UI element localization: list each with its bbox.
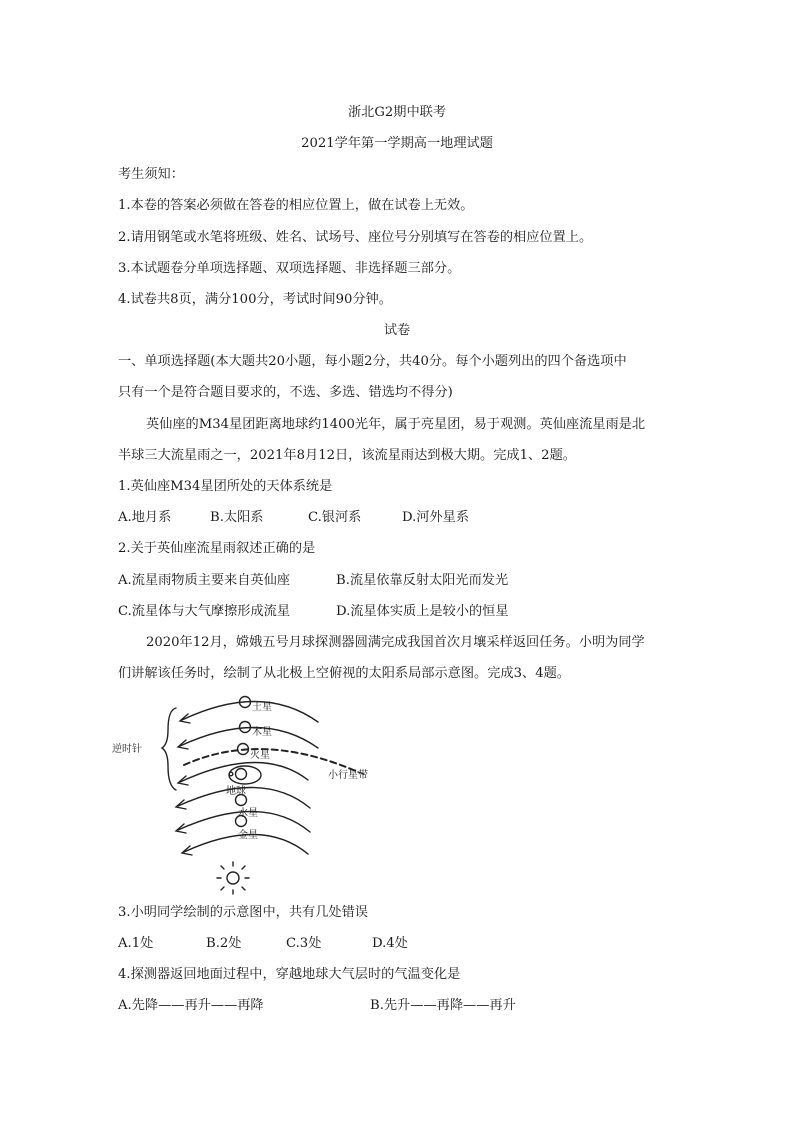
option-a: A.地月系 xyxy=(118,510,172,525)
option-a: A.流星雨物质主要来自英仙座 xyxy=(118,573,290,588)
label-mars: 火星 xyxy=(250,750,270,761)
passage-text: 半球三大流星雨之一，2021年8月12日，该流星雨达到极大期。完成1、2题。 xyxy=(118,448,576,463)
option-b: B.先升——再降——再升 xyxy=(370,998,516,1013)
notice-item: 1.本卷的答案必须做在答卷的相应位置上，做在试卷上无效。 xyxy=(118,198,474,213)
notice-heading: 考生须知： xyxy=(118,167,184,182)
label-jupiter: 木星 xyxy=(252,727,272,738)
label-saturn: 土星 xyxy=(252,702,272,713)
section-heading: 一、单项选择题(本大题共20小题，每小题2分，共40分。每个小题列出的四个备选项中 xyxy=(118,354,627,369)
notice-item: 2.请用钢笔或水笔将班级、姓名、试场号、座位号分别填写在答卷的相应位置上。 xyxy=(118,230,593,245)
moon-dot xyxy=(229,772,233,776)
paper-label: 试卷 xyxy=(383,323,411,338)
passage-text: 2020年12月，嫦娥五号月球探测器圆满完成我国首次月壤采样返回任务。小明为同学 xyxy=(146,635,645,650)
option-b: B.流星依靠反射太阳光而发光 xyxy=(336,573,509,588)
option-b: B.太阳系 xyxy=(210,510,264,525)
section-heading-cont: 只有一个是符合题目要求的，不选、多选、错选均不得分) xyxy=(118,385,453,400)
passage-text: 们讲解该任务时，绘制了从北极上空俯视的太阳系局部示意图。完成3、4题。 xyxy=(118,666,570,681)
question-stem: 2.关于英仙座流星雨叙述正确的是 xyxy=(118,541,316,556)
option-c: C.3处 xyxy=(286,936,322,951)
label-venus: 金星 xyxy=(238,830,258,841)
brace-label: 逆时针 xyxy=(112,744,142,755)
notice-item: 3.本试题卷分单项选择题、双项选择题、非选择题三部分。 xyxy=(118,261,461,276)
option-a: A.先降——再升——再降 xyxy=(118,998,264,1013)
moon-orbit xyxy=(229,766,261,784)
option-c: C.流星体与大气摩擦形成流星 xyxy=(118,604,291,619)
question-stem: 4.探测器返回地面过程中，穿越地球大气层时的气温变化是 xyxy=(118,967,461,982)
option-d: D.4处 xyxy=(372,936,408,951)
exam-subtitle: 2021学年第一学期高一地理试题 xyxy=(301,136,493,151)
passage-text: 英仙座的M34星团距离地球约1400光年，属于亮星团，易于观测。英仙座流星雨是北 xyxy=(146,417,646,432)
asteroid-belt-orbit xyxy=(184,749,358,772)
notice-item: 4.试卷共8页，满分100分，考试时间90分钟。 xyxy=(118,292,392,307)
question-stem: 1.英仙座M34星团所处的天体系统是 xyxy=(118,479,333,494)
option-d: D.河外星系 xyxy=(402,510,470,525)
earth-dot xyxy=(236,769,247,780)
option-d: D.流星体实质上是较小的恒星 xyxy=(336,604,509,619)
sun xyxy=(227,872,239,884)
option-c: C.银河系 xyxy=(308,510,362,525)
option-b: B.2处 xyxy=(206,936,242,951)
label-asteroid-belt: 小行星带 xyxy=(328,770,368,781)
option-a: A.1处 xyxy=(118,936,154,951)
brace xyxy=(162,708,176,790)
label-earth: 地球 xyxy=(226,786,246,797)
exam-title: 浙北G2期中联考 xyxy=(347,105,447,120)
label-mercury: 水星 xyxy=(238,808,258,819)
question-stem: 3.小明同学绘制的示意图中，共有几处错误 xyxy=(118,905,368,920)
solar-system-sketch xyxy=(112,690,382,895)
